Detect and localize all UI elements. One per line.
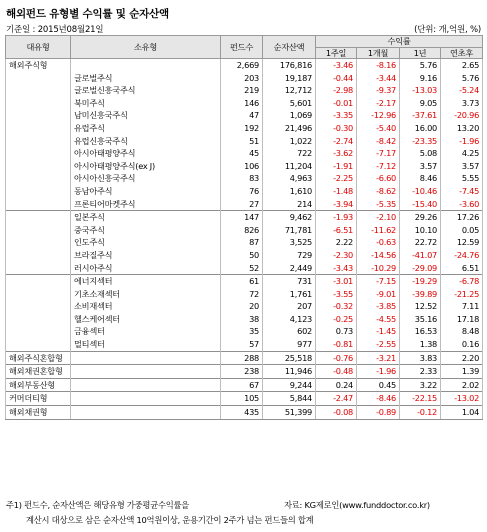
- count-cell: 76: [221, 185, 263, 198]
- ytd-cell: 8.48: [441, 325, 483, 338]
- m1-cell: -3.21: [357, 351, 400, 365]
- header-1month: 1개월: [357, 47, 400, 59]
- w1-cell: 0.73: [316, 325, 357, 338]
- small-type-cell: 동남아주식: [71, 185, 221, 198]
- w1-cell: -3.94: [316, 198, 357, 211]
- w1-cell: -0.08: [316, 406, 357, 420]
- ytd-cell: 4.25: [441, 147, 483, 160]
- table-row: [6, 135, 483, 148]
- large-type-cell: 해외채권형: [6, 406, 71, 420]
- small-type-cell: [71, 365, 221, 379]
- count-cell: 27: [221, 198, 263, 211]
- m1-cell: -2.17: [357, 97, 400, 110]
- small-type-cell: [71, 406, 221, 420]
- assets-cell: 51,399: [263, 406, 316, 420]
- table-row: [6, 172, 483, 185]
- assets-cell: 2,449: [263, 262, 316, 275]
- small-type-cell: 금융섹터: [71, 325, 221, 338]
- assets-cell: 722: [263, 147, 316, 160]
- y1-cell: -22.15: [400, 392, 441, 406]
- y1-cell: 16.53: [400, 325, 441, 338]
- m1-cell: -6.60: [357, 172, 400, 185]
- large-type-cell: [6, 135, 71, 148]
- count-cell: 203: [221, 72, 263, 85]
- small-type-cell: 헬스케어섹터: [71, 313, 221, 326]
- assets-cell: 1,610: [263, 185, 316, 198]
- m1-cell: -8.62: [357, 185, 400, 198]
- large-type-cell: [6, 325, 71, 338]
- table-row: [6, 84, 483, 97]
- assets-cell: 176,816: [263, 59, 316, 72]
- y1-cell: 29.26: [400, 211, 441, 224]
- ytd-cell: 7.11: [441, 300, 483, 313]
- w1-cell: -0.25: [316, 313, 357, 326]
- ytd-cell: 2.20: [441, 351, 483, 365]
- ytd-cell: 3.73: [441, 97, 483, 110]
- large-type-cell: [6, 224, 71, 237]
- y1-cell: -37.61: [400, 109, 441, 122]
- ytd-cell: 17.26: [441, 211, 483, 224]
- table-row: [6, 224, 483, 237]
- y1-cell: -23.35: [400, 135, 441, 148]
- m1-cell: -8.46: [357, 392, 400, 406]
- m1-cell: -9.37: [357, 84, 400, 97]
- ytd-cell: 1.04: [441, 406, 483, 420]
- count-cell: 146: [221, 97, 263, 110]
- small-type-cell: 인도주식: [71, 236, 221, 249]
- m1-cell: -3.85: [357, 300, 400, 313]
- w1-cell: -3.62: [316, 147, 357, 160]
- count-cell: 50: [221, 249, 263, 262]
- m1-cell: -3.44: [357, 72, 400, 85]
- assets-cell: 977: [263, 338, 316, 351]
- header-net-assets: 순자산액: [263, 36, 316, 59]
- small-type-cell: 남미신흥국주식: [71, 109, 221, 122]
- table-row: [6, 211, 483, 224]
- y1-cell: 10.10: [400, 224, 441, 237]
- large-type-cell: [6, 249, 71, 262]
- table-header: [6, 36, 483, 59]
- count-cell: 826: [221, 224, 263, 237]
- y1-cell: -15.40: [400, 198, 441, 211]
- assets-cell: 21,496: [263, 122, 316, 135]
- ytd-cell: 12.59: [441, 236, 483, 249]
- small-type-cell: 에너지섹터: [71, 275, 221, 288]
- ytd-cell: -21.25: [441, 288, 483, 301]
- count-cell: 51: [221, 135, 263, 148]
- count-cell: 106: [221, 160, 263, 173]
- large-type-cell: [6, 236, 71, 249]
- table-row: [6, 338, 483, 351]
- assets-cell: 3,525: [263, 236, 316, 249]
- large-type-cell: [6, 72, 71, 85]
- y1-cell: 3.83: [400, 351, 441, 365]
- w1-cell: -0.32: [316, 300, 357, 313]
- table-row: [6, 325, 483, 338]
- large-type-cell: 해외부동산형: [6, 378, 71, 392]
- y1-cell: 1.38: [400, 338, 441, 351]
- count-cell: 238: [221, 365, 263, 379]
- assets-cell: 11,946: [263, 365, 316, 379]
- ytd-cell: -7.45: [441, 185, 483, 198]
- m1-cell: -8.16: [357, 59, 400, 72]
- m1-cell: -4.55: [357, 313, 400, 326]
- large-type-cell: 해외주식혼합형: [6, 351, 71, 365]
- m1-cell: 0.45: [357, 378, 400, 392]
- count-cell: 83: [221, 172, 263, 185]
- y1-cell: 9.05: [400, 97, 441, 110]
- small-type-cell: 프론티어마켓주식: [71, 198, 221, 211]
- large-type-cell: [6, 122, 71, 135]
- y1-cell: 8.46: [400, 172, 441, 185]
- large-type-cell: [6, 172, 71, 185]
- y1-cell: -13.03: [400, 84, 441, 97]
- table-row: [6, 185, 483, 198]
- y1-cell: -0.12: [400, 406, 441, 420]
- large-type-cell: [6, 198, 71, 211]
- w1-cell: -2.30: [316, 249, 357, 262]
- y1-cell: 12.52: [400, 300, 441, 313]
- w1-cell: -2.25: [316, 172, 357, 185]
- small-type-cell: 소비재섹터: [71, 300, 221, 313]
- count-cell: 38: [221, 313, 263, 326]
- table-row: [6, 97, 483, 110]
- table-row: [6, 392, 483, 406]
- assets-cell: 207: [263, 300, 316, 313]
- ytd-cell: -1.96: [441, 135, 483, 148]
- footnote-line1: [6, 499, 430, 511]
- y1-cell: 3.22: [400, 378, 441, 392]
- large-type-cell: [6, 262, 71, 275]
- count-cell: 288: [221, 351, 263, 365]
- base-date: 기준일 : 2015년08월21일: [6, 25, 104, 35]
- w1-cell: -0.01: [316, 97, 357, 110]
- ytd-cell: -24.76: [441, 249, 483, 262]
- unit-label: (단위: 개,억원, %): [414, 25, 481, 35]
- count-cell: 47: [221, 109, 263, 122]
- ytd-cell: -3.60: [441, 198, 483, 211]
- y1-cell: -10.46: [400, 185, 441, 198]
- y1-cell: 5.08: [400, 147, 441, 160]
- large-type-cell: [6, 275, 71, 288]
- ytd-cell: 2.02: [441, 378, 483, 392]
- count-cell: 20: [221, 300, 263, 313]
- count-cell: 52: [221, 262, 263, 275]
- small-type-cell: 글로벌신흥국주식: [71, 84, 221, 97]
- w1-cell: -1.91: [316, 160, 357, 173]
- small-type-cell: 러시아주식: [71, 262, 221, 275]
- page-title: 해외펀드 유형별 수익률 및 순자산액: [6, 8, 169, 20]
- large-type-cell: [6, 109, 71, 122]
- header-1week: 1주일: [316, 47, 357, 59]
- count-cell: 87: [221, 236, 263, 249]
- source-text: 자료: KG제로인(www.funddoctor.co.kr): [284, 500, 430, 510]
- table-row: [6, 109, 483, 122]
- assets-cell: 5,844: [263, 392, 316, 406]
- m1-cell: -5.40: [357, 122, 400, 135]
- count-cell: 105: [221, 392, 263, 406]
- count-cell: 45: [221, 147, 263, 160]
- w1-cell: -3.01: [316, 275, 357, 288]
- table-row: [6, 365, 483, 379]
- count-cell: 192: [221, 122, 263, 135]
- ytd-cell: 17.18: [441, 313, 483, 326]
- y1-cell: 16.00: [400, 122, 441, 135]
- count-cell: 57: [221, 338, 263, 351]
- y1-cell: 3.57: [400, 160, 441, 173]
- w1-cell: -2.98: [316, 84, 357, 97]
- assets-cell: 5,601: [263, 97, 316, 110]
- large-type-cell: [6, 160, 71, 173]
- ytd-cell: 2.65: [441, 59, 483, 72]
- assets-cell: 4,963: [263, 172, 316, 185]
- large-type-cell: [6, 185, 71, 198]
- w1-cell: 0.24: [316, 378, 357, 392]
- header-small-type: 소유형: [71, 36, 221, 59]
- table-row: [6, 160, 483, 173]
- table-row: [6, 275, 483, 288]
- small-type-cell: 아시아신흥국주식: [71, 172, 221, 185]
- m1-cell: -8.42: [357, 135, 400, 148]
- w1-cell: -1.48: [316, 185, 357, 198]
- assets-cell: 1,022: [263, 135, 316, 148]
- m1-cell: -1.96: [357, 365, 400, 379]
- count-cell: 435: [221, 406, 263, 420]
- small-type-cell: [71, 59, 221, 72]
- m1-cell: -0.63: [357, 236, 400, 249]
- y1-cell: -39.89: [400, 288, 441, 301]
- returns-table: [5, 35, 483, 420]
- y1-cell: -19.29: [400, 275, 441, 288]
- assets-cell: 12,712: [263, 84, 316, 97]
- assets-cell: 1,069: [263, 109, 316, 122]
- y1-cell: -29.09: [400, 262, 441, 275]
- count-cell: 2,669: [221, 59, 263, 72]
- small-type-cell: 글로벌주식: [71, 72, 221, 85]
- small-type-cell: 아시아태평양주식: [71, 147, 221, 160]
- large-type-cell: [6, 288, 71, 301]
- m1-cell: -10.29: [357, 262, 400, 275]
- assets-cell: 4,123: [263, 313, 316, 326]
- small-type-cell: 중국주식: [71, 224, 221, 237]
- ytd-cell: 5.76: [441, 72, 483, 85]
- ytd-cell: 1.39: [441, 365, 483, 379]
- assets-cell: 71,781: [263, 224, 316, 237]
- assets-cell: 731: [263, 275, 316, 288]
- large-type-cell: 커머더티형: [6, 392, 71, 406]
- y1-cell: -41.07: [400, 249, 441, 262]
- table-row: [6, 72, 483, 85]
- count-cell: 147: [221, 211, 263, 224]
- small-type-cell: 아시아태평양주식(ex J): [71, 160, 221, 173]
- w1-cell: -2.47: [316, 392, 357, 406]
- footnote-text: 주1) 펀드수, 순자산액은 해당유형 가중평균수익률을: [6, 500, 190, 510]
- large-type-cell: 해외채권혼합형: [6, 365, 71, 379]
- assets-cell: 11,204: [263, 160, 316, 173]
- count-cell: 67: [221, 378, 263, 392]
- table-row: [6, 249, 483, 262]
- table-body: [6, 59, 483, 420]
- small-type-cell: 일본주식: [71, 211, 221, 224]
- w1-cell: -2.74: [316, 135, 357, 148]
- ytd-cell: -5.24: [441, 84, 483, 97]
- m1-cell: -5.35: [357, 198, 400, 211]
- ytd-cell: 3.57: [441, 160, 483, 173]
- small-type-cell: 멀티섹터: [71, 338, 221, 351]
- header-1year: 1년: [400, 47, 441, 59]
- w1-cell: 2.22: [316, 236, 357, 249]
- ytd-cell: -6.78: [441, 275, 483, 288]
- table-row: [6, 198, 483, 211]
- w1-cell: -0.76: [316, 351, 357, 365]
- header-returns: 수익률: [316, 36, 483, 48]
- ytd-cell: -13.02: [441, 392, 483, 406]
- table-row: [6, 300, 483, 313]
- small-type-cell: 기초소재섹터: [71, 288, 221, 301]
- y1-cell: 9.16: [400, 72, 441, 85]
- count-cell: 35: [221, 325, 263, 338]
- w1-cell: -3.46: [316, 59, 357, 72]
- ytd-cell: 0.16: [441, 338, 483, 351]
- assets-cell: 9,244: [263, 378, 316, 392]
- m1-cell: -2.55: [357, 338, 400, 351]
- m1-cell: -2.10: [357, 211, 400, 224]
- large-type-cell: [6, 338, 71, 351]
- table-row: [6, 236, 483, 249]
- count-cell: 219: [221, 84, 263, 97]
- large-type-cell: [6, 84, 71, 97]
- count-cell: 72: [221, 288, 263, 301]
- table-row: [6, 378, 483, 392]
- assets-cell: 1,761: [263, 288, 316, 301]
- m1-cell: -14.56: [357, 249, 400, 262]
- assets-cell: 9,462: [263, 211, 316, 224]
- table-row: [6, 288, 483, 301]
- small-type-cell: [71, 392, 221, 406]
- w1-cell: -0.48: [316, 365, 357, 379]
- header-large-type: 대유형: [6, 36, 71, 59]
- small-type-cell: 북미주식: [71, 97, 221, 110]
- footnote-line2: 계산시 대상으로 삼은 순자산액 10억원이상, 운용기간이 2주가 넘는 펀드들의 합계: [26, 515, 314, 525]
- w1-cell: -3.43: [316, 262, 357, 275]
- m1-cell: -11.62: [357, 224, 400, 237]
- w1-cell: -3.35: [316, 109, 357, 122]
- table-row: [6, 351, 483, 365]
- table-row: [6, 147, 483, 160]
- table-row: [6, 122, 483, 135]
- assets-cell: 19,187: [263, 72, 316, 85]
- assets-cell: 25,518: [263, 351, 316, 365]
- m1-cell: -7.17: [357, 147, 400, 160]
- table-row: [6, 262, 483, 275]
- w1-cell: -0.81: [316, 338, 357, 351]
- ytd-cell: 13.20: [441, 122, 483, 135]
- header-ytd: 연초후: [441, 47, 483, 59]
- small-type-cell: 브라질주식: [71, 249, 221, 262]
- y1-cell: 5.76: [400, 59, 441, 72]
- table-row: [6, 313, 483, 326]
- small-type-cell: [71, 378, 221, 392]
- m1-cell: -12.96: [357, 109, 400, 122]
- m1-cell: -7.12: [357, 160, 400, 173]
- assets-cell: 729: [263, 249, 316, 262]
- y1-cell: 2.33: [400, 365, 441, 379]
- header-fund-count: 펀드수: [221, 36, 263, 59]
- large-type-cell: [6, 147, 71, 160]
- m1-cell: -7.15: [357, 275, 400, 288]
- table-row: [6, 406, 483, 420]
- small-type-cell: [71, 351, 221, 365]
- count-cell: 61: [221, 275, 263, 288]
- y1-cell: 22.72: [400, 236, 441, 249]
- ytd-cell: 5.55: [441, 172, 483, 185]
- large-type-cell: [6, 97, 71, 110]
- w1-cell: -3.55: [316, 288, 357, 301]
- ytd-cell: -20.96: [441, 109, 483, 122]
- assets-cell: 214: [263, 198, 316, 211]
- m1-cell: -1.45: [357, 325, 400, 338]
- ytd-cell: 6.51: [441, 262, 483, 275]
- table-row: [6, 59, 483, 72]
- large-type-cell: [6, 300, 71, 313]
- y1-cell: 35.16: [400, 313, 441, 326]
- w1-cell: -1.93: [316, 211, 357, 224]
- small-type-cell: 유럽주식: [71, 122, 221, 135]
- w1-cell: -6.51: [316, 224, 357, 237]
- large-type-cell: 해외주식형: [6, 59, 71, 72]
- large-type-cell: [6, 211, 71, 224]
- ytd-cell: 0.05: [441, 224, 483, 237]
- assets-cell: 602: [263, 325, 316, 338]
- large-type-cell: [6, 313, 71, 326]
- w1-cell: -0.30: [316, 122, 357, 135]
- w1-cell: -0.44: [316, 72, 357, 85]
- m1-cell: -9.01: [357, 288, 400, 301]
- small-type-cell: 유럽신흥국주식: [71, 135, 221, 148]
- m1-cell: -0.89: [357, 406, 400, 420]
